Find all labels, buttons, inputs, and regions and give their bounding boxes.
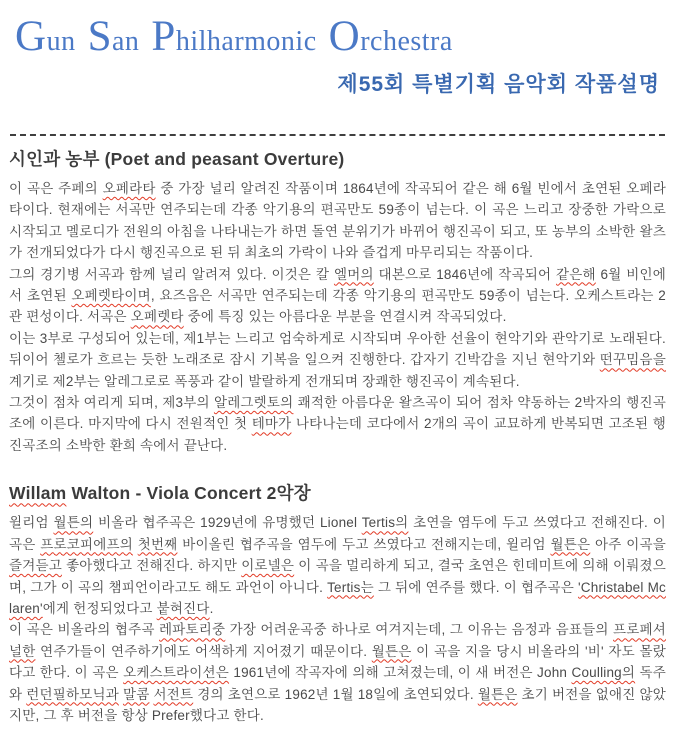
text-run: 그것이 점차 여리게 되며, 제3부의	[9, 395, 214, 411]
paragraph	[9, 328, 666, 392]
misspelled-word: 월튼은	[550, 536, 591, 552]
text-run: 독주와	[9, 665, 666, 702]
misspelled-word: 서전트	[153, 686, 194, 702]
section-heading	[9, 480, 666, 506]
text-run: 초기 버전을 없애진 않았지만, 그 후 버전을 항상 Prefer했다고 한다.	[9, 686, 667, 723]
section-body	[9, 178, 666, 456]
misspelled-word: 월튼은	[371, 643, 412, 659]
misspelled-word: 알레그렛토의	[213, 395, 294, 411]
misspelled-word: 프로코피에프의	[40, 536, 133, 552]
section-heading	[9, 146, 666, 172]
text-run: 중에 특징 있는 아름다운 부분을 연결시켜 작곡되었다.	[183, 309, 507, 325]
title-word: Gun	[15, 13, 76, 60]
misspelled-word: Willam	[9, 483, 67, 504]
misspelled-word: 오페라타	[102, 181, 156, 196]
misspelled-word: 같은해	[556, 266, 596, 282]
misspelled-word: 이로넬은	[241, 558, 295, 574]
misspelled-word: 런던필하모닉과	[26, 686, 119, 702]
text-run: 에게 헌정되었다고	[42, 600, 157, 616]
concert-subtitle: 제55회 특별기획 음악회 작품설명	[337, 73, 660, 96]
text-run: 윌리엄	[9, 515, 54, 531]
misspelled-word: Tertis는	[327, 579, 374, 595]
misspelled-word: 프로페셔널한	[9, 622, 666, 659]
text-run: Walton - Viola Concert 2악장	[66, 483, 311, 504]
text-run: 아주 이곡을	[590, 536, 666, 552]
text-run: 시인과 농부 (Poet and peasant Overture)	[9, 149, 345, 169]
text-run: 이 곡은 비올라의 협주곡	[9, 622, 160, 638]
section-walton-viola	[9, 480, 666, 726]
misspelled-word: 오페렛타	[130, 309, 184, 325]
misspelled-word: 'Christabel Mclaren'	[9, 579, 666, 616]
paragraph	[9, 619, 666, 726]
text-run: .	[209, 600, 214, 616]
title-word: Orchestra	[328, 13, 453, 60]
text-run: 그의 경기병 서곡과 함께 널리 알려져 있다. 이것은 칼	[9, 266, 334, 282]
misspelled-word: 첫번째	[137, 536, 178, 552]
misspelled-word: 엘머의	[333, 266, 374, 282]
misspelled-word: 레파토리중	[159, 622, 226, 638]
misspelled-word: 오페렛타이며	[71, 288, 151, 304]
misspelled-word: Tertis의	[361, 515, 409, 531]
misspelled-word: 떤꾸밈음을	[599, 352, 666, 368]
title-word: Philharmonic	[151, 13, 317, 60]
text-run: 나타나는데 코다에서 2개의 곡이 교묘하게 반복되면 고조된 행진곡조의 소박한 환희 속에서 끝난다.	[9, 416, 666, 453]
text-run: 쾌적한 아름다운 왈츠곡이 되어 점차 약동하는 2박자의 행진곡조에 이른다. 마지막에 다시 전원적인 첫	[9, 395, 666, 432]
misspelled-word: 테마가	[251, 416, 292, 432]
text-run: 계기로 제2부는 알레그로로 폭풍과 같이 발랄하게 전개되며 장쾌한 행진곡이 계속된다.	[9, 373, 520, 389]
misspelled-word: 오케스트라이션은	[123, 665, 230, 681]
text-run: 1961년에 작곡자에 의해 고쳐졌는데, 이 새 버전은 John	[229, 665, 572, 681]
misspelled-word: 즐겨듣고	[9, 558, 62, 574]
text-run: , 요즈음은 서곡만 연주되는데 각종 악기용의 편곡만도 59종이 넘는다. 오케스트라는 2관 편성이다. 서곡은	[9, 288, 666, 325]
section-body	[9, 512, 666, 726]
misspelled-word: 붙혀진다	[156, 600, 210, 616]
text-run: 이 곡을 멀리하게 되고, 결국 초연은 힌데미트에 의해 이뤄졌으며, 그가 이 곡의 챔피언이라고도 해도 과언이 아니다.	[9, 558, 666, 595]
text-run: 6월 비인에서 초연된	[9, 266, 666, 304]
text-run: 좋아했다고 전해진다. 하지만	[61, 558, 242, 574]
paragraph	[9, 178, 666, 264]
paragraph	[9, 392, 666, 456]
text-run: 비올라 협주곡은 1929년에 유명했던 Lionel	[93, 515, 362, 531]
misspelled-word: 월튼은	[477, 686, 518, 702]
text-run: 가장 어려운곡중 하나로 여겨지는데, 그 이유는 음정과 음표들의	[225, 622, 614, 638]
text-run: 그 뒤에 연주를 했다. 이 협주곡은	[373, 579, 579, 595]
text-run: 이 곡을 지을 당시 비올라의 '비' 자도 몰랐다고 한다. 이 곡은	[9, 643, 666, 681]
misspelled-word: 월튼의	[53, 515, 94, 531]
text-run: 초연을 염두에 두고 쓰였다고 전해진다. 이 곡은	[9, 515, 666, 552]
dashed-separator	[10, 134, 665, 136]
text-run: 이 곡은 주페의	[9, 181, 103, 196]
text-run: 대본으로 1846년에 작곡되어	[373, 266, 557, 282]
text-run: 바이올린 협주곡을 염두에 두고 쓰였다고 전해지는데, 윌리엄	[177, 536, 551, 552]
text-run: 이는 3부로 구성되어 있는데, 제1부는 느리고 엄숙하게로 시작되며 우아한 선율이 현악기와 관악기로 노래된다. 뒤이어 첼로가 흐르는 듯한 노래조로 잠시 기복을 일으켜 진행한다. 갑자기 긴박감을 지닌 현악기와	[9, 330, 666, 368]
paragraph	[9, 264, 666, 328]
title-word: San	[87, 13, 140, 60]
paragraph	[9, 512, 666, 619]
section-poet-and-peasant	[9, 146, 666, 456]
misspelled-word: 말콤	[122, 686, 150, 702]
text-run: 연주가들이 연주하기에도 어색하게 지어졌기 때문이다.	[35, 643, 372, 659]
misspelled-word: Coulling의	[571, 665, 636, 681]
text-run: 중 가장 널리 알려진 작품이며 1864년에 작곡되어 같은 해 6월 빈에서 초연된 오페라타이다. 현재에는 서곡만 연주되는데 각종 악기용의 편곡만도 59종이 넘는다. 이 곡은 느리고 장중한 가락으로 시작되고 멜로디가 전원의 아침을 나타내는가 하면 돌연 분위기가 바뀌어 행진곡이 되고, 또 농부의 소박한 왈츠가 전개되었다가 다시 행진곡으로 된 뒤 최초의 가락이 나와 즐겁게 마무리되는 작품이다.	[9, 181, 666, 261]
text-run: 경의 초연으로 1962년 1월 18일에 초연되었다.	[193, 686, 478, 702]
orchestra-title	[15, 14, 666, 65]
